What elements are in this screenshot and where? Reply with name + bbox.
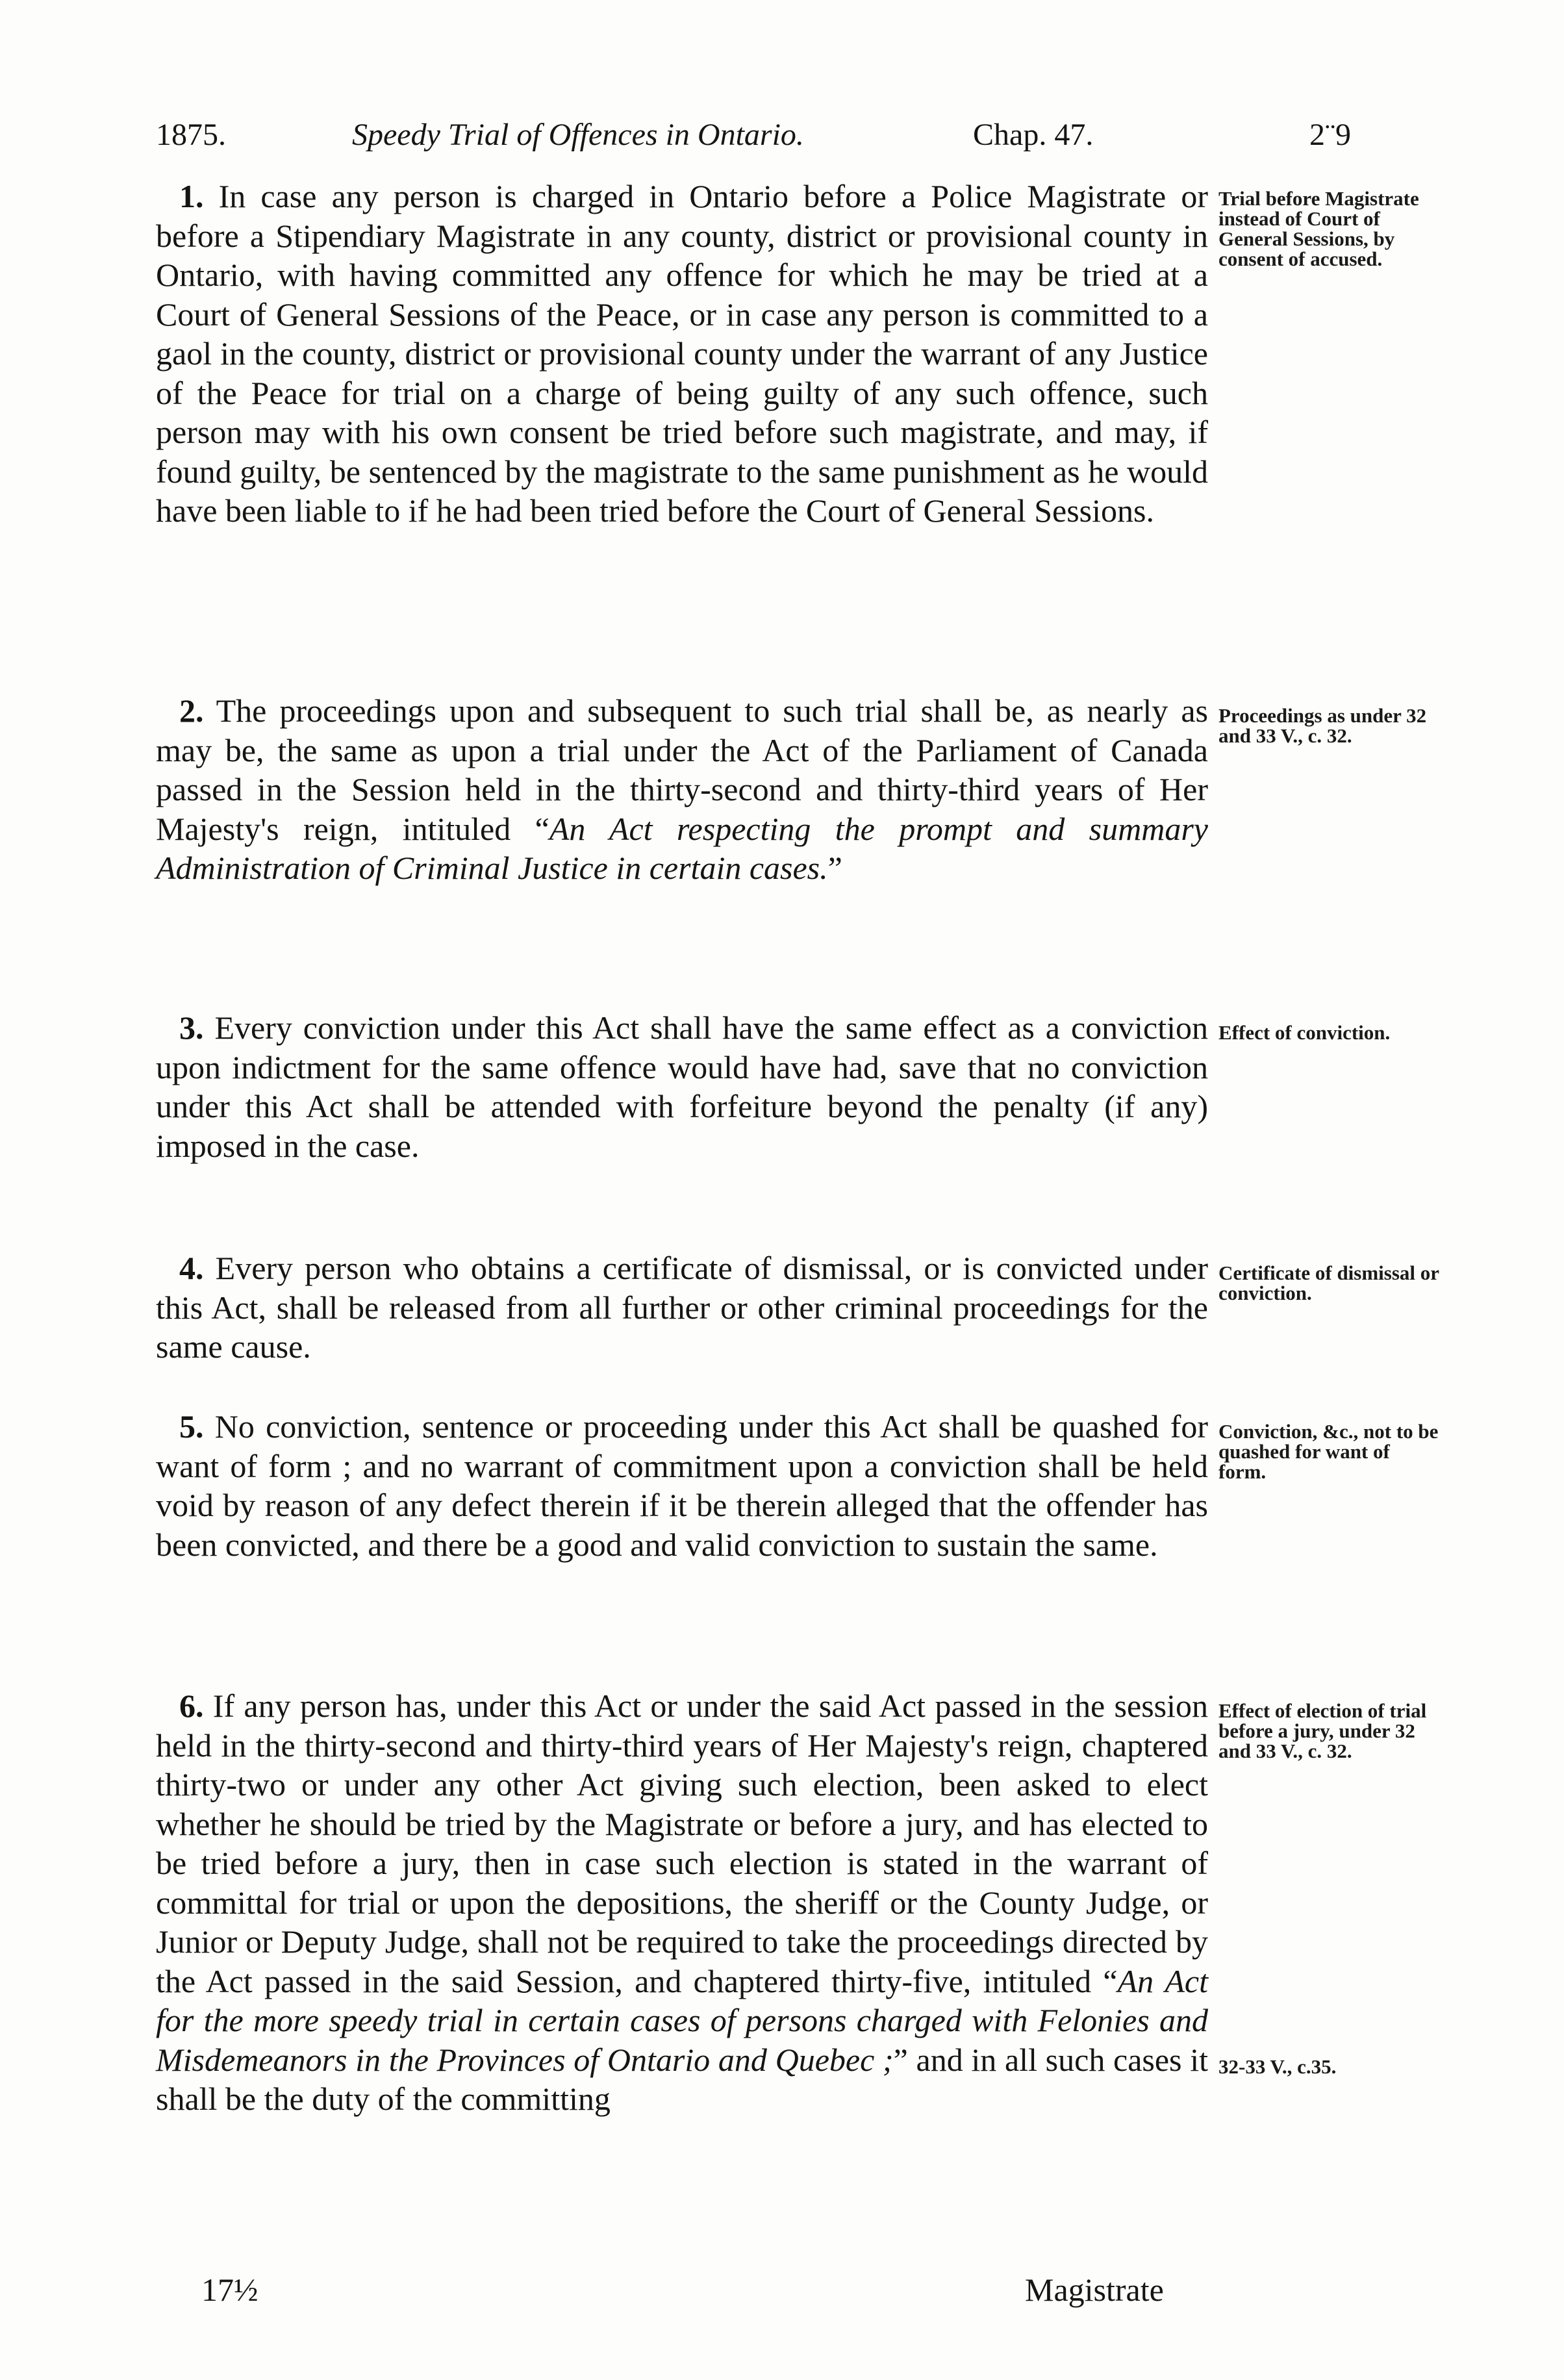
act-title: An Act respecting the prompt and summary Administration of Criminal Justice in certain cases. [156, 810, 1208, 886]
section-number: 3. [179, 1009, 204, 1046]
running-header [156, 109, 1429, 161]
marginal-note-6: Effect of election of trial before a jury, under 32 and 33 V., c. 32. [1218, 1699, 1427, 1762]
section-4 [156, 1248, 1208, 1367]
marginal-note-6b: 32-33 V., c.35. [1218, 2055, 1337, 2078]
section-1 [156, 177, 1208, 531]
marginal-note-1: Trial before Magistrate instead of Court of General Sessions, by consent of accused. [1218, 187, 1419, 270]
section-6 [156, 1686, 1208, 2119]
act-title: An Act for the more speedy trial in certain cases of persons charged with Felonies and Misdemeanors in the Provinces of Ontario and Quebec ; [156, 1962, 1209, 2078]
catchword: Magistrate [1025, 2272, 1164, 2308]
page-footer [0, 2267, 1564, 2312]
section-3 [156, 1008, 1208, 1165]
section-text-end: ” and in all such cases it shall be the duty of the committing [156, 2041, 1208, 2117]
section-text: Every person who obtains a certificate of dismissal, or is convicted under this Act, shall be released from all further or other criminal proceedings for the same cause. [156, 1250, 1208, 1365]
marginal-note-5: Conviction, &c., not to be quashed for want of form. [1218, 1420, 1439, 1483]
section-number: 2. [179, 692, 204, 729]
marginal-note-2: Proceedings as under 32 and 33 V., c. 32. [1218, 704, 1427, 747]
section-text: The proceedings upon and subsequent to such trial shall be, as nearly as may be, the same as upon a trial under the Act of the Parliament of Canada passed in the Session held in the thirty-second and thirty-third years of Her Majesty's reign, intituled “ [156, 692, 1208, 847]
section-text: Every conviction under this Act shall have the same effect as a conviction upon indictment for the same offence would have had, save that no conviction under this Act shall be attended with forfeiture beyond the penalty (if any) imposed in the case. [156, 1009, 1208, 1164]
section-2 [156, 691, 1208, 888]
section-text-end: ” [827, 850, 842, 886]
section-text: In case any person is charged in Ontario before a Police Magistrate or before a Stipendiary Magistrate in any county, district or provisional county in Ontario, with having committed any offence for which he may be tried at a Court of General Sessions of the Peace, or in case any person is committed to a gaol in the county, district or provisional county under the warrant of any Justice of the Peace for trial on a charge of being guilty of any such offence, such person may with his own consent be tried before such magistrate, and may, if found guilty, be sentenced by the magistrate to the same punishment as he would have been liable to if he had been tried before the Court of General Sessions. [156, 178, 1208, 529]
section-text: If any person has, under this Act or under the said Act passed in the session held in the thirty-second and thirty-third years of Her Majesty's reign, chaptered thirty-two or under any other Act giving such election, been asked to elect whether he should be tried by the Magistrate or before a jury, and has elected to be tried before a jury, then in case such election is stated in the warrant of committal for trial or upon the depositions, the sheriff or the County Judge, or Junior or Deputy Judge, shall not be required to take the proceedings directed by the Act passed in the said Session, and chaptered thirty-five, intituled “ [156, 1688, 1208, 1999]
section-number: 4. [179, 1250, 204, 1286]
section-5 [156, 1407, 1208, 1564]
section-number: 6. [179, 1688, 204, 1724]
header-year: 1875. [156, 118, 226, 152]
header-title: Speedy Trial of Offences in Ontario. [352, 118, 804, 152]
marginal-note-4: Certificate of dismissal or conviction. [1218, 1261, 1439, 1304]
marginal-note-3: Effect of conviction. [1218, 1021, 1391, 1044]
section-number: 1. [179, 178, 204, 214]
header-page-number: 2¨9 [1309, 118, 1351, 152]
section-number: 5. [179, 1408, 204, 1445]
section-text: No conviction, sentence or proceeding under this Act shall be quashed for want of form ; and no warrant of commitment upon a conviction shall be held void by reason of any defect therein if it be therein alleged that the offender has been convicted, and there be a good and valid conviction to sustain the same. [156, 1408, 1209, 1563]
signature-mark: 17½ [201, 2272, 259, 2308]
header-chapter: Chap. 47. [973, 118, 1094, 152]
